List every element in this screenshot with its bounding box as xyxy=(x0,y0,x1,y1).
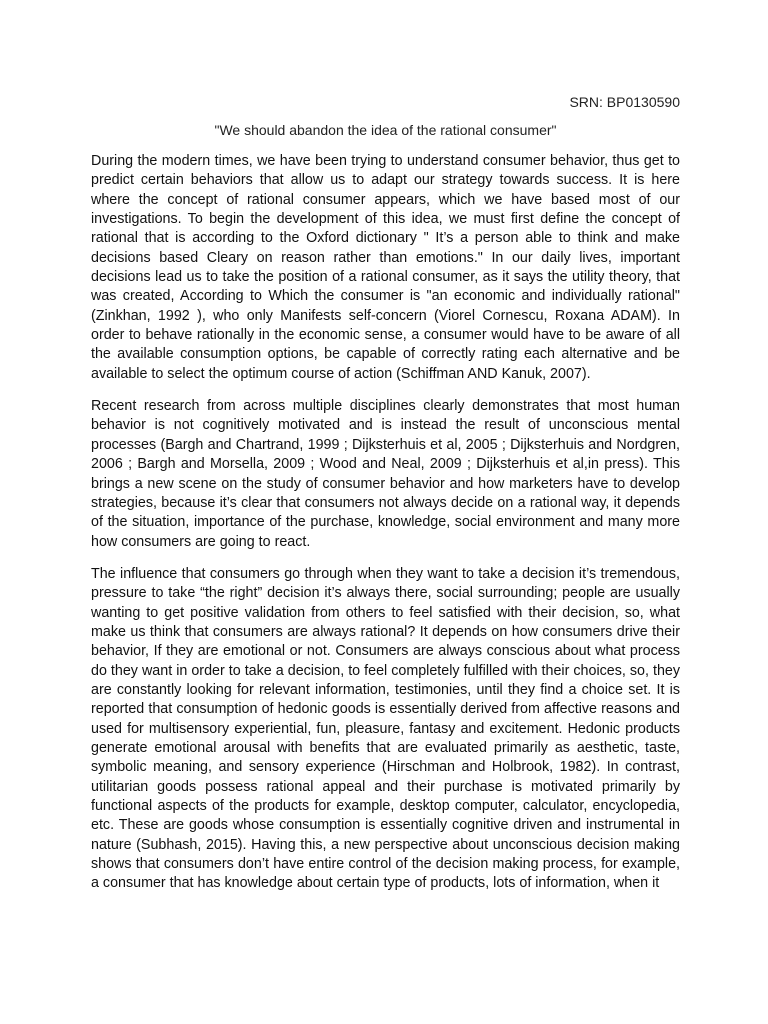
paragraph-3: The influence that consumers go through when they want to take a decision it’s tremendous, pressure to take “the right” decision it’s always there, social surrounding; people are usually wanting to get positive validation from others to feel satisfied with their decision, so, what make us think that consumers are always rational? It depends on how consumers drive their behavior, If they are emotional or not. Consumers are always conscious about what process do they want in order to take a decision, to feel completely fulfilled with their choices, so, they are constantly looking for relevant information, testimonies, until they find a choice set. It is reported that consumption of hedonic goods is essentially derived from affective reasons and used for multisensory experiential, fun, pleasure, fantasy and excitement. Hedonic products generate emotional arousal with benefits that are evaluated primarily as aesthetic, taste, symbolic meaning, and sensory experience (Hirschman and Holbrook, 1982). In contrast, utilitarian goods possess rational appeal and their purchase is motivated primarily by functional aspects of the products for example, desktop computer, calculator, encyclopedia, etc. These are goods whose consumption is essentially cognitive driven and instrumental in nature (Subhash, 2015). Having this, a new perspective about unconscious decision making shows that consumers don’t have entire control of the decision making process, for example, a consumer that has knowledge about certain type of products, lots of information, when it xyxy=(91,565,680,892)
paragraph-1: During the modern times, we have been trying to understand consumer behavior, thus get to predict certain behaviors that allow us to adapt our strategy towards success. It is here where the concept of rational consumer appears, which we have based most of our investigations. To begin the development of this idea, we must first define the concept of rational that is according to the Oxford dictionary " It’s a person able to think and make decisions based Cleary on reason rather than emotions." In our daily lives, important decisions lead us to take the position of a rational consumer, as it says the utility theory, that was created, According to Which the consumer is "an economic and individually rational" (Zinkhan, 1992 ), who only Manifests self-concern (Viorel Cornescu, Roxana ADAM). In order to behave rationally in the economic sense, a consumer would have to be aware of all the available consumption options, be capable of correctly rating each alternative and be available to select the optimum course of action (Schiffman AND Kanuk, 2007). xyxy=(91,153,680,382)
paragraph-2: Recent research from across multiple disciplines clearly demonstrates that most human behavior is not cognitively motivated and is instead the result of unconscious mental processes (Bargh and Chartrand, 1999 ; Dijksterhuis et al, 2005 ; Dijksterhuis and Nordgren, 2006 ; Bargh and Morsella, 2009 ; Wood and Neal, 2009 ; Dijksterhuis et al,in press). This brings a new scene on the study of consumer behavior and how marketers have to develop strategies, because it’s clear that consumers not always decide on a rational way, it depends of the situation, importance of the purchase, knowledge, social environment and many more how consumers are going to react. xyxy=(91,398,680,550)
student-reference-number: SRN: BP0130590 xyxy=(569,94,680,110)
essay-title: "We should abandon the idea of the rational consumer" xyxy=(214,122,557,138)
